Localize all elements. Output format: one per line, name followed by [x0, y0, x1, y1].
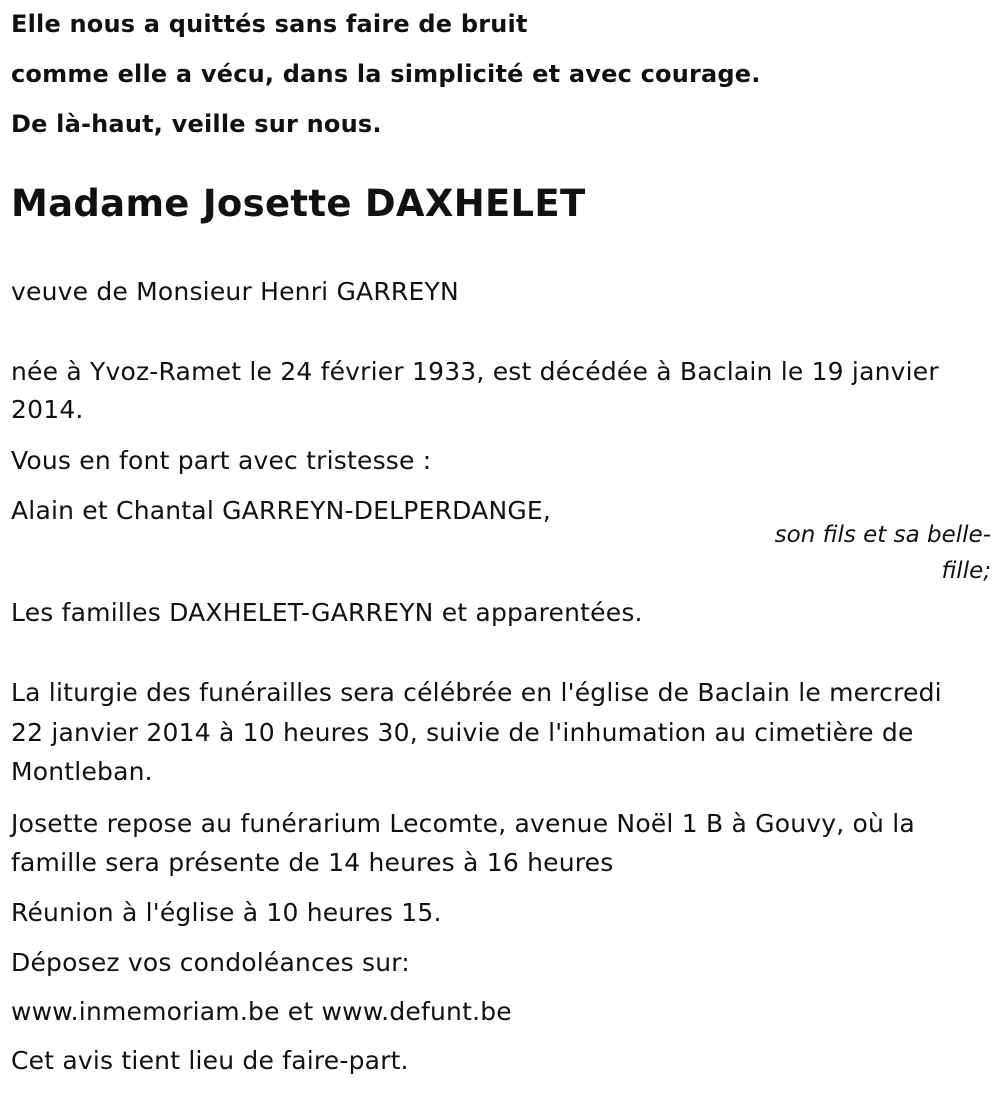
family-member-relation — [691, 517, 991, 589]
obituary-notice — [11, 0, 991, 1097]
epitaph-line-2: comme elle a vécu, dans la simplicité et avec courage. — [11, 60, 761, 88]
footer-notice: Cet avis tient lieu de faire-part. — [11, 1046, 409, 1075]
family-member-name: Alain et Chantal GARREYN-DELPERDANGE, — [11, 496, 552, 525]
condolences-sites: www.inmemoriam.be et www.defunt.be — [11, 997, 512, 1026]
condolences-intro: Déposez vos condoléances sur: — [11, 948, 410, 977]
epitaph-line-1: Elle nous a quittés sans faire de bruit — [11, 10, 528, 38]
liturgy-line-3: Montleban. — [11, 757, 153, 786]
rest-line-1: Josette repose au funérarium Lecomte, avenue Noël 1 B à Gouvy, où la — [11, 809, 915, 838]
meeting-line: Réunion à l'église à 10 heures 15. — [11, 898, 442, 927]
birth-death-line-2: 2014. — [11, 395, 84, 424]
rest-line-2: famille sera présente de 14 heures à 16 heures — [11, 848, 614, 877]
deceased-name: Madame Josette DAXHELET — [11, 182, 586, 225]
epitaph-line-3: De là-haut, veille sur nous. — [11, 110, 382, 138]
other-families: Les familles DAXHELET-GARREYN et apparentées. — [11, 598, 643, 627]
liturgy-line-2: 22 janvier 2014 à 10 heures 30, suivie de l'inhumation au cimetière de — [11, 718, 914, 747]
birth-death-line-1: née à Yvoz-Ramet le 24 février 1933, est décédée à Baclain le 19 janvier — [11, 357, 939, 386]
spouse-line: veuve de Monsieur Henri GARREYN — [11, 277, 459, 306]
family-member-relation-line-1: son fils et sa belle- — [774, 522, 991, 548]
liturgy-line-1: La liturgie des funérailles sera célébrée en l'église de Baclain le mercredi — [11, 678, 942, 707]
family-member-relation-line-2: fille; — [941, 558, 991, 584]
family-intro: Vous en font part avec tristesse : — [11, 446, 432, 475]
